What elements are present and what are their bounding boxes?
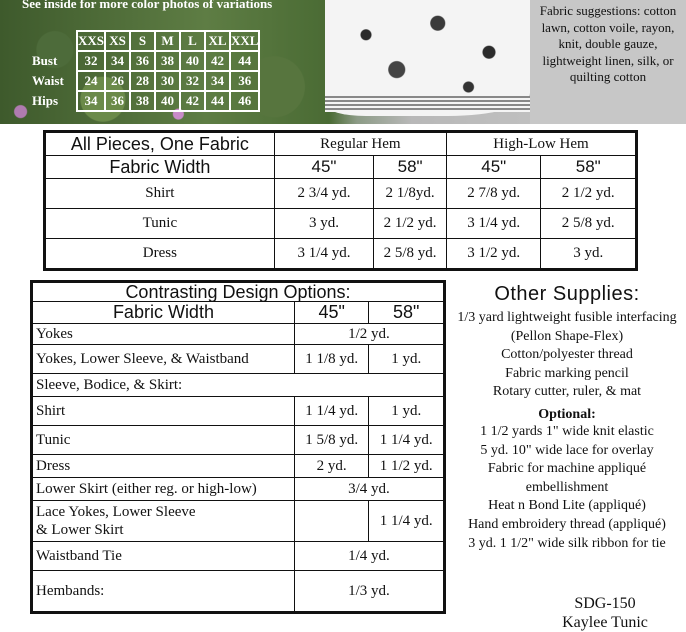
size-value: 34 <box>105 51 130 71</box>
row-label: Lower Skirt (either reg. or high-low) <box>32 478 295 501</box>
yardage-cell: 2 5/8 yd. <box>541 209 637 239</box>
size-value: 34 <box>205 71 230 91</box>
yardage-cell: 2 1/2 yd. <box>541 179 637 209</box>
row-label <box>32 501 295 542</box>
supply-item: Rotary cutter, ruler, & mat <box>492 384 642 400</box>
pattern-id <box>545 594 665 632</box>
other-supplies-title: Other Supplies: <box>494 283 640 305</box>
yardage-cell: 1 1/4 yd. <box>369 426 445 455</box>
one-fabric-table <box>43 130 638 271</box>
size-label: XXL <box>230 31 259 51</box>
size-label: XL <box>205 31 230 51</box>
size-value: 44 <box>205 91 230 111</box>
pattern-photo <box>0 0 686 124</box>
table-row <box>45 179 637 209</box>
table-row <box>32 345 445 374</box>
size-value: 38 <box>130 91 155 111</box>
optional-item: Heat n Bond Lite (appliqué) <box>488 498 646 514</box>
yardage-cell: 1 1/4 yd. <box>294 397 369 426</box>
fabric-width-label: Fabric Width <box>45 156 275 179</box>
yardage-cell: 1 1/2 yd. <box>369 455 445 478</box>
yardage-cell: 1/2 yd. <box>294 324 444 345</box>
row-label: Yokes, Lower Sleeve, & Waistband <box>32 345 295 374</box>
optional-item: 1 1/2 yards 1" wide knit elastic <box>480 423 654 439</box>
row-label: Waistband Tie <box>32 542 295 571</box>
dress-hemband <box>325 96 530 112</box>
size-row-label: Bust <box>32 53 58 68</box>
size-value: 40 <box>180 51 205 71</box>
size-value: 44 <box>230 51 259 71</box>
size-row-label: Waist <box>32 73 64 88</box>
optional-item: Fabric for machine appliqué embellishment <box>487 461 647 495</box>
size-row-waist <box>29 71 259 91</box>
size-value: 36 <box>130 51 155 71</box>
row-label: Shirt <box>32 397 295 426</box>
yardage-cell: 1 yd. <box>369 397 445 426</box>
lace-label-line: Lace Yokes, Lower Sleeve <box>36 504 196 520</box>
table-row <box>45 239 637 270</box>
yardage-cell: 2 7/8 yd. <box>446 179 541 209</box>
yardage-cell: 2 1/2 yd. <box>374 209 447 239</box>
yardage-cell: 1 1/4 yd. <box>369 501 445 542</box>
yardage-cell: 1 5/8 yd. <box>294 426 369 455</box>
table-row <box>32 478 445 501</box>
supply-item: Cotton/polyester thread <box>501 347 633 363</box>
table-row <box>32 501 445 542</box>
yardage-cell: 1/3 yd. <box>294 571 444 613</box>
yardage-cell: 3 yd. <box>541 239 637 270</box>
width-header: 45" <box>274 156 373 179</box>
size-header-row <box>29 31 259 51</box>
size-value: 24 <box>77 71 105 91</box>
width-header: 45" <box>446 156 541 179</box>
high-low-hem-header: High-Low Hem <box>446 132 636 156</box>
width-header: 58" <box>369 302 445 324</box>
supply-item: 1/3 yard lightweight fusible interfacing (Pellon Shape-Flex) <box>457 310 677 344</box>
size-value: 42 <box>205 51 230 71</box>
row-label: Shirt <box>45 179 275 209</box>
pattern-name: Kaylee Tunic <box>562 614 648 631</box>
row-label: Hembands: <box>32 571 295 613</box>
table-row <box>45 209 637 239</box>
size-value: 42 <box>180 91 205 111</box>
photo-caption: See inside for more color photos of variations <box>22 0 273 11</box>
other-supplies <box>452 283 682 553</box>
row-label: Tunic <box>32 426 295 455</box>
row-label: Tunic <box>45 209 275 239</box>
yardage-cell: 3 1/4 yd. <box>274 239 373 270</box>
size-label: M <box>155 31 180 51</box>
yardage-cell: 1 yd. <box>369 345 445 374</box>
yardage-cell: 3 1/4 yd. <box>446 209 541 239</box>
row-label: Dress <box>32 455 295 478</box>
yardage-cell: 2 5/8 yd. <box>374 239 447 270</box>
regular-hem-header: Regular Hem <box>274 132 446 156</box>
yardage-cell: 2 yd. <box>294 455 369 478</box>
size-label: L <box>180 31 205 51</box>
size-row-hips <box>29 91 259 111</box>
section-label: Sleeve, Bodice, & Skirt: <box>32 374 445 397</box>
optional-item: 5 yd. 10" wide lace for overlay <box>480 442 654 458</box>
lace-label-line: & Lower Skirt <box>36 522 124 538</box>
size-label: S <box>130 31 155 51</box>
supply-item: Fabric marking pencil <box>505 365 629 381</box>
contrasting-table <box>30 280 446 614</box>
optional-item: 3 yd. 1 1/2" wide silk ribbon for tie <box>468 535 666 551</box>
yardage-cell: 1 1/8 yd. <box>294 345 369 374</box>
size-value: 32 <box>77 51 105 71</box>
row-label: Dress <box>45 239 275 270</box>
fabric-suggestions: Fabric suggestions: cotton lawn, cotton voile, rayon, knit, double gauze, lightweight linen, silk, or quilting cotton <box>539 3 677 84</box>
table-row <box>32 426 445 455</box>
table-row <box>32 542 445 571</box>
optional-item: Hand embroidery thread (appliqué) <box>468 516 666 532</box>
optional-title: Optional: <box>538 406 596 422</box>
size-value: 38 <box>155 51 180 71</box>
width-header: 58" <box>541 156 637 179</box>
size-value: 36 <box>230 71 259 91</box>
size-value: 30 <box>155 71 180 91</box>
one-fabric-title: All Pieces, One Fabric <box>45 132 275 156</box>
size-value: 28 <box>130 71 155 91</box>
table-row <box>32 455 445 478</box>
size-chart <box>29 30 260 112</box>
size-corner <box>29 31 77 51</box>
row-label: Yokes <box>32 324 295 345</box>
size-value: 32 <box>180 71 205 91</box>
size-label: XS <box>105 31 130 51</box>
size-value: 40 <box>155 91 180 111</box>
width-header: 58" <box>374 156 447 179</box>
yardage-cell-empty <box>294 501 369 542</box>
yardage-cell: 3 yd. <box>274 209 373 239</box>
size-row-label: Hips <box>32 93 59 108</box>
yardage-cell: 3 1/2 yd. <box>446 239 541 270</box>
size-value: 36 <box>105 91 130 111</box>
table-row <box>32 324 445 345</box>
yardage-cell: 3/4 yd. <box>294 478 444 501</box>
section-row <box>32 374 445 397</box>
size-row-bust <box>29 51 259 71</box>
contrasting-title: Contrasting Design Options: <box>32 282 445 302</box>
size-label: XXS <box>77 31 105 51</box>
fabric-width-label: Fabric Width <box>32 302 295 324</box>
yardage-cell: 2 3/4 yd. <box>274 179 373 209</box>
size-value: 26 <box>105 71 130 91</box>
width-header: 45" <box>294 302 369 324</box>
size-value: 46 <box>230 91 259 111</box>
table-row <box>32 397 445 426</box>
pattern-code: SDG-150 <box>574 595 636 612</box>
yardage-cell: 2 1/8yd. <box>374 179 447 209</box>
yardage-cell: 1/4 yd. <box>294 542 444 571</box>
table-row <box>32 571 445 613</box>
size-value: 34 <box>77 91 105 111</box>
